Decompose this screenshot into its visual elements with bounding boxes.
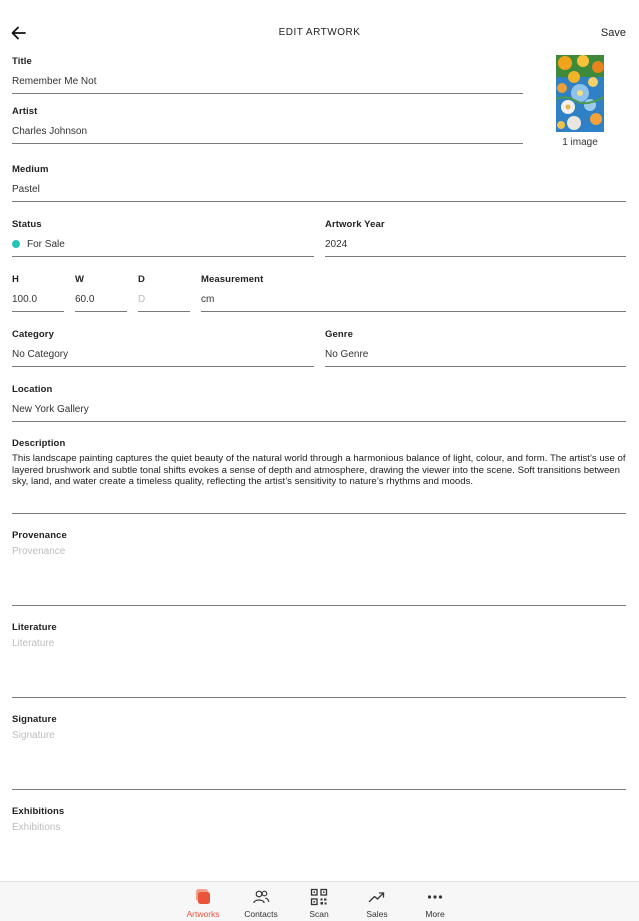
provenance-field[interactable] [12, 530, 626, 606]
genre-select[interactable]: No Genre [325, 349, 369, 360]
signature-label: Signature [12, 714, 57, 725]
artist-field[interactable] [12, 106, 523, 144]
literature-textarea[interactable]: Literature [12, 638, 55, 649]
artist-underline [12, 143, 523, 144]
measurement-field[interactable] [201, 274, 626, 312]
status-label: Status [12, 219, 42, 230]
title-underline [12, 93, 523, 94]
artist-input[interactable]: Charles Johnson [12, 126, 88, 137]
nav-item-contacts[interactable] [233, 888, 289, 919]
category-select[interactable]: No Category [12, 349, 69, 360]
contacts-icon [252, 888, 270, 906]
nav-label-more: More [425, 909, 445, 919]
description-textarea[interactable]: This landscape painting captures the quiet beauty of the natural world through a harmonious balance of light, colour, and form. The artist’s use of layered brushwork and subtle tonal shifts evokes a sense of depth and atmosphere, drawing the viewer into the scene. Soft transitions between sky, land, and water create a timeless quality, reflecting the artist’s sensitivity to nature’s rhythms and moods. [12, 453, 626, 488]
nav-label-scan: Scan [309, 909, 329, 919]
year-field[interactable] [325, 219, 626, 257]
location-label: Location [12, 384, 53, 395]
nav-label-contacts: Contacts [244, 909, 278, 919]
exhibitions-label: Exhibitions [12, 806, 65, 817]
status-select[interactable] [12, 239, 314, 251]
genre-underline [325, 366, 626, 367]
width-field[interactable] [75, 274, 127, 312]
status-underline [12, 256, 314, 257]
nav-item-sales[interactable] [349, 888, 405, 919]
signature-underline [12, 789, 626, 790]
medium-field[interactable] [12, 164, 626, 202]
width-underline [75, 311, 127, 312]
depth-underline [138, 311, 190, 312]
page-title: EDIT ARTWORK [278, 27, 361, 38]
location-field[interactable] [12, 384, 626, 422]
artwork-thumbnail[interactable] [556, 55, 604, 132]
nav-item-more[interactable] [407, 888, 463, 919]
height-field[interactable] [12, 274, 64, 312]
literature-field[interactable] [12, 622, 626, 698]
exhibitions-textarea[interactable]: Exhibitions [12, 822, 61, 833]
description-label: Description [12, 438, 66, 449]
genre-field[interactable] [325, 329, 626, 367]
trend-up-icon [368, 888, 386, 906]
measurement-underline [201, 311, 626, 312]
category-underline [12, 366, 314, 367]
depth-input[interactable]: D [138, 294, 146, 305]
status-value: For Sale [27, 239, 65, 250]
width-label: W [75, 274, 85, 285]
image-count-caption: 1 image [562, 137, 598, 148]
save-button[interactable]: Save [600, 27, 626, 39]
signature-textarea[interactable]: Signature [12, 730, 55, 741]
location-select[interactable]: New York Gallery [12, 404, 89, 415]
location-underline [12, 421, 626, 422]
medium-underline [12, 201, 626, 202]
bottom-nav-bar [0, 881, 639, 921]
artist-label: Artist [12, 106, 38, 117]
description-underline [12, 513, 626, 514]
height-underline [12, 311, 64, 312]
title-field[interactable] [12, 56, 523, 94]
title-input[interactable]: Remember Me Not [12, 76, 97, 87]
signature-field[interactable] [12, 714, 626, 790]
category-label: Category [12, 329, 54, 340]
height-label: H [12, 274, 19, 285]
height-input[interactable]: 100.0 [12, 294, 38, 305]
nav-label-artworks: Artworks [186, 909, 220, 919]
genre-label: Genre [325, 329, 353, 340]
depth-label: D [138, 274, 145, 285]
width-input[interactable]: 60.0 [75, 294, 95, 305]
status-field[interactable] [12, 219, 314, 257]
artworks-icon [194, 888, 212, 906]
artwork-image [556, 55, 604, 132]
literature-label: Literature [12, 622, 57, 633]
medium-label: Medium [12, 164, 49, 175]
year-input[interactable]: 2024 [325, 239, 348, 250]
title-label: Title [12, 56, 32, 67]
provenance-textarea[interactable]: Provenance [12, 546, 66, 557]
exhibitions-field[interactable] [12, 806, 626, 882]
status-dot-icon [12, 240, 20, 248]
measurement-label: Measurement [201, 274, 264, 285]
more-dots-icon [426, 888, 444, 906]
measurement-select[interactable]: cm [201, 294, 215, 305]
provenance-underline [12, 605, 626, 606]
literature-underline [12, 697, 626, 698]
nav-label-sales: Sales [366, 909, 388, 919]
qr-code-icon [310, 888, 328, 906]
year-label: Artwork Year [325, 219, 385, 230]
year-underline [325, 256, 626, 257]
depth-field[interactable] [138, 274, 190, 312]
app-header [0, 0, 639, 64]
nav-item-scan[interactable] [291, 888, 347, 919]
description-field[interactable] [12, 438, 626, 514]
medium-input[interactable]: Pastel [12, 184, 40, 195]
provenance-label: Provenance [12, 530, 67, 541]
nav-item-artworks[interactable] [175, 888, 231, 919]
category-field[interactable] [12, 329, 314, 367]
